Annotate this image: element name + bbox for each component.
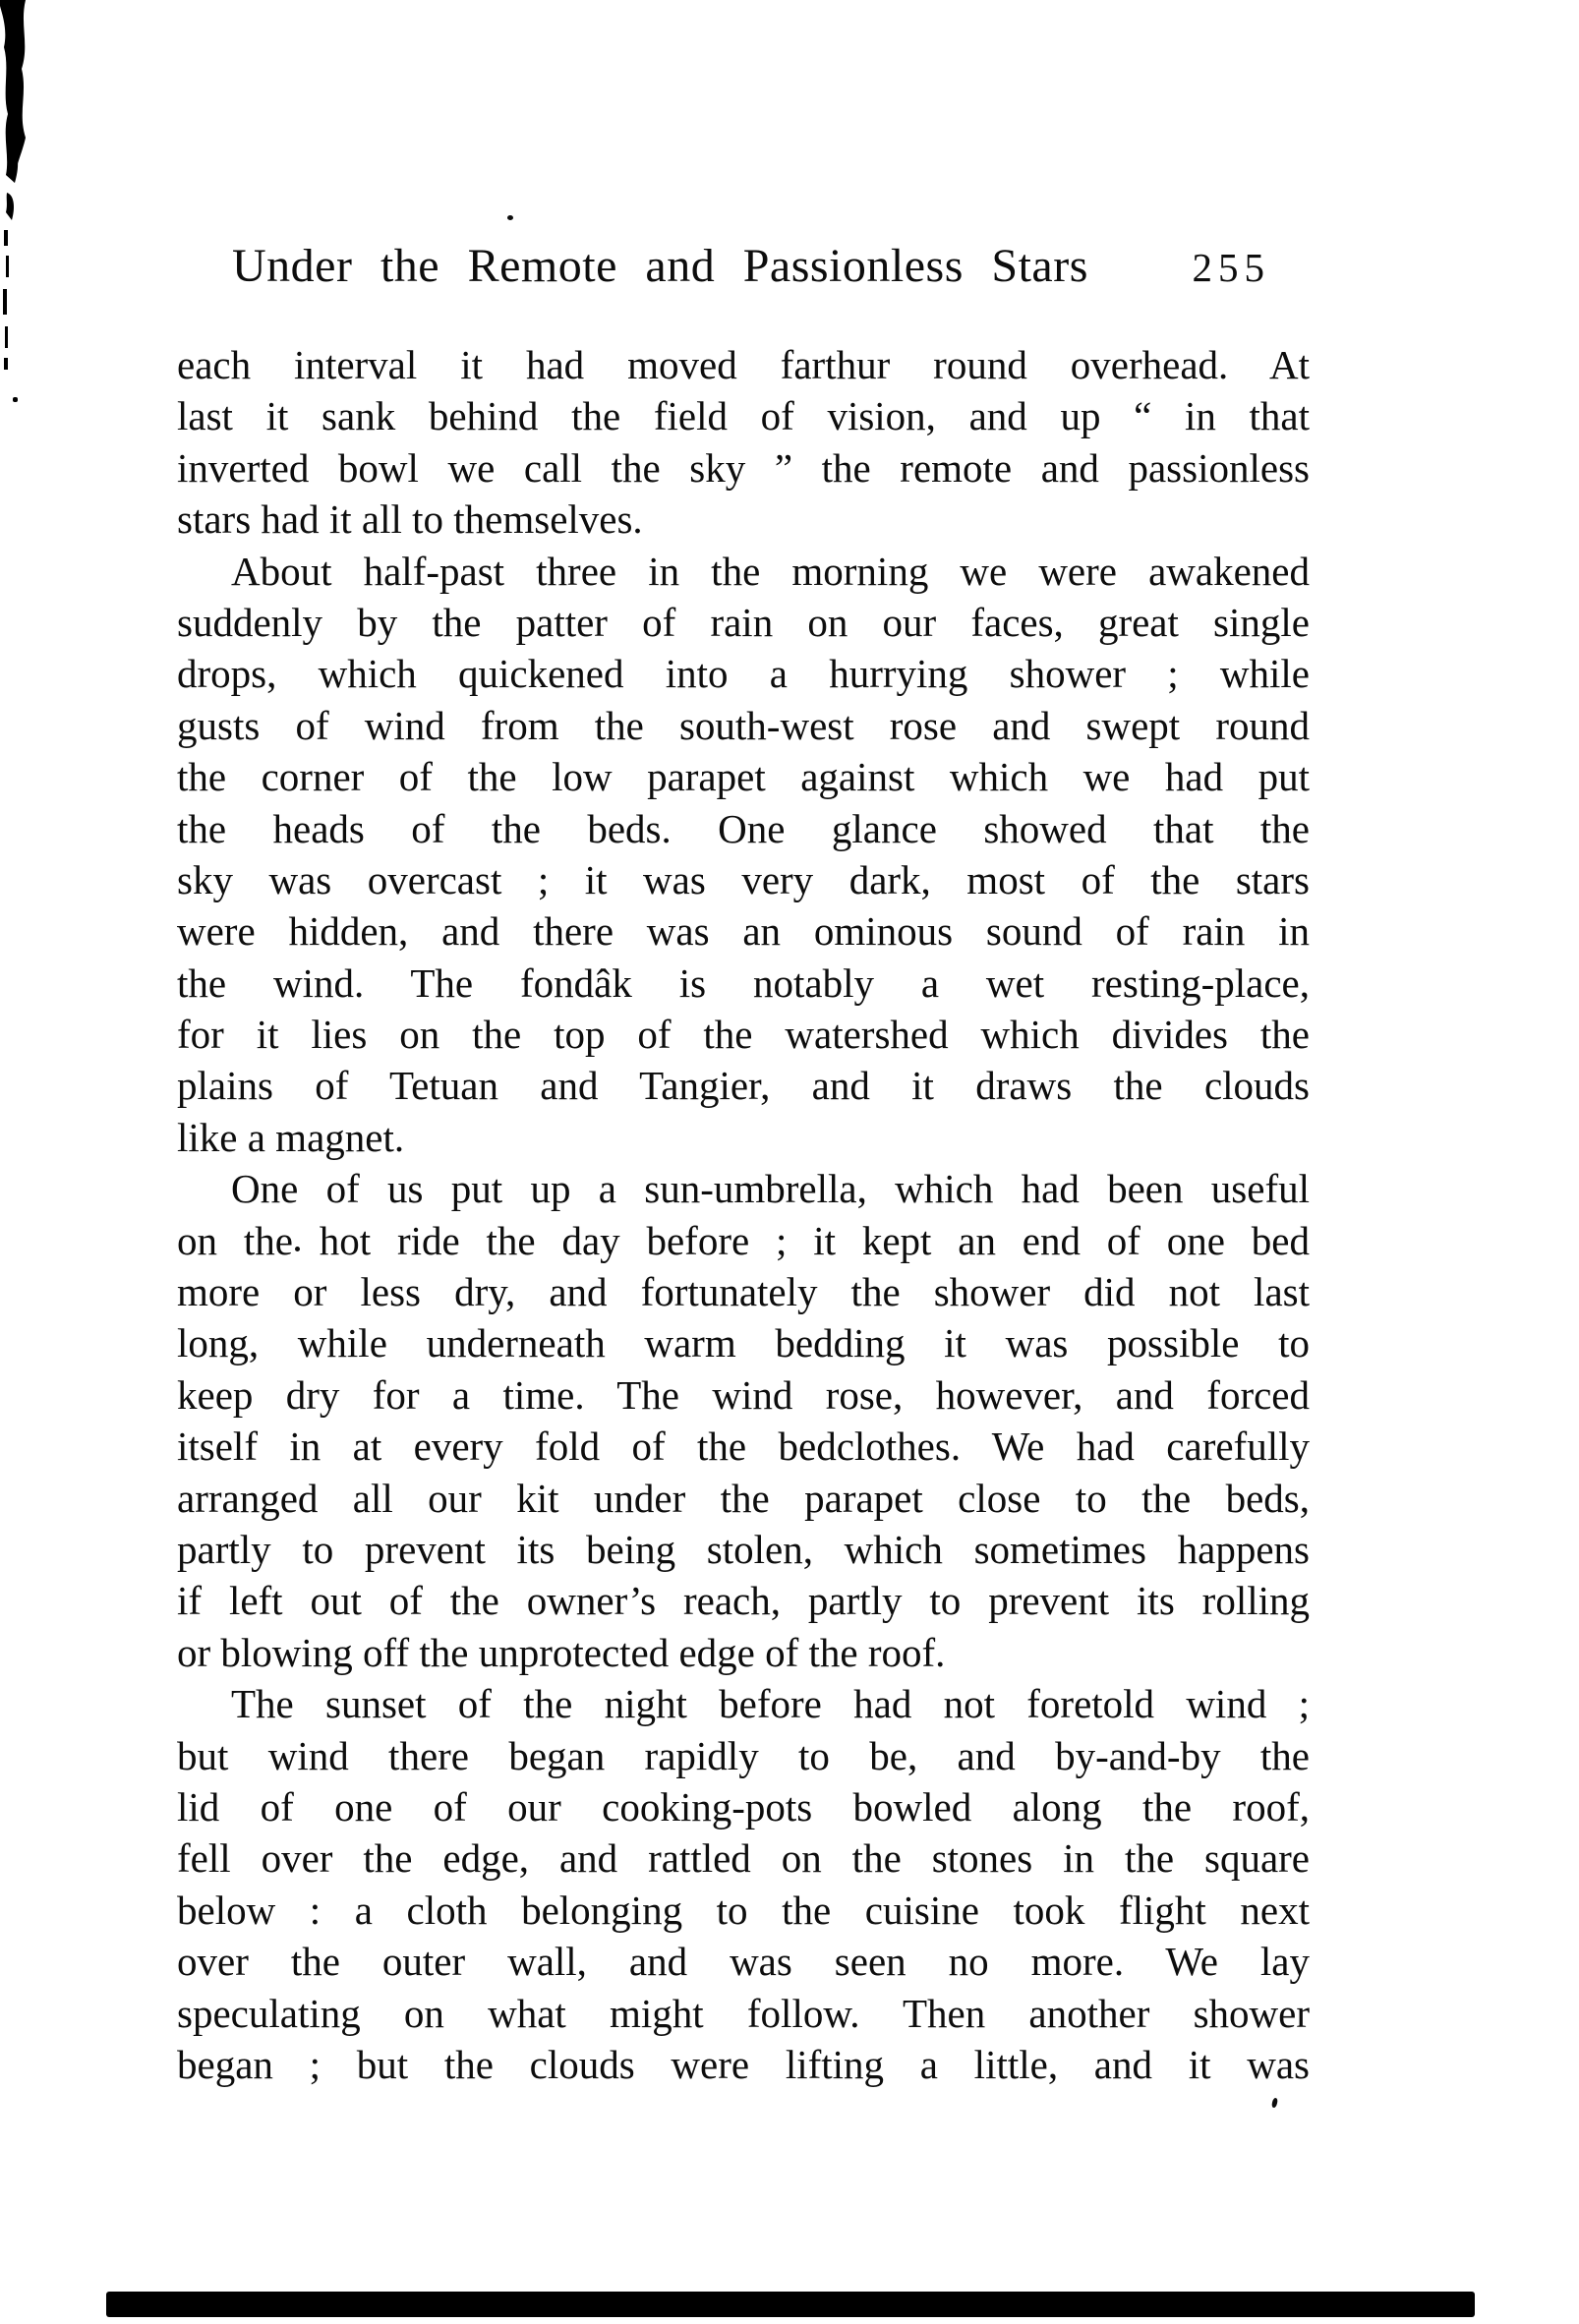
text-line: each interval it had moved farthur round overhead. At (177, 342, 1310, 387)
text-line: One of us put up a sun-umbrella, which had been useful (231, 1166, 1310, 1212)
page-number: 255 (1192, 245, 1270, 290)
text-line: last it sank behind the field of vision, and up “ in that (177, 393, 1310, 439)
text-line: for it lies on the top of the watershed which divides the (177, 1012, 1310, 1058)
page-header (177, 236, 1308, 297)
text-line: fell over the edge, and rattled on the stones in the square (177, 1835, 1310, 1882)
text-line: the wind. The fondâk is notably a wet resting-place, (177, 959, 1310, 1006)
text-line: drops, which quickened into a hurrying shower ; while (177, 651, 1310, 697)
text-line: but wind there began rapidly to be, and by-and-by the (177, 1732, 1310, 1778)
text-line: partly to prevent its being stolen, which sometimes happens (177, 1526, 1310, 1572)
text-line: itself in at every fold of the bedclothes. We had carefully (177, 1423, 1310, 1470)
text-line: keep dry for a time. The wind rose, however, and forced (177, 1371, 1310, 1418)
text-line: sky was overcast ; it was very dark, most of the stars (177, 856, 1310, 902)
text-line: or blowing off the unprotected edge of the roof. (177, 1629, 946, 1675)
text-line: over the outer wall, and was seen no more. We lay (177, 1939, 1310, 1985)
ink-speck (507, 215, 513, 220)
text-line: About half-past three in the morning we were awakened (231, 548, 1310, 594)
text-line: stars had it all to themselves. (177, 496, 643, 543)
text-line: more or less dry, and fortunately the shower did not last (177, 1269, 1310, 1315)
text-line: below : a cloth belonging to the cuisine took flight next (177, 1887, 1310, 1933)
text-line: plains of Tetuan and Tangier, and it draws the clouds (177, 1063, 1310, 1109)
text-line: like a magnet. (177, 1114, 405, 1160)
text-line: gusts of wind from the south-west rose and swept round (177, 702, 1310, 748)
text-line: inverted bowl we call the sky ” the remote and passionless (177, 444, 1310, 491)
text-line: The sunset of the night before had not foretold wind ; (231, 1681, 1310, 1727)
text-line: were hidden, and there was an ominous sound of rain in (177, 908, 1310, 955)
text-line: began ; but the clouds were lifting a little, and it was (177, 2041, 1310, 2087)
ink-speck (1271, 2098, 1278, 2109)
text-line: the heads of the beds. One glance showed that the (177, 805, 1310, 851)
text-line: lid of one of our cooking-pots bowled along the roof, (177, 1783, 1310, 1830)
body-text (177, 339, 1310, 2090)
text-line: long, while underneath warm bedding it was possible to (177, 1320, 1310, 1366)
text-line: suddenly by the patter of rain on our faces, great single (177, 599, 1310, 645)
text-line: if left out of the owner’s reach, partly to prevent its rolling (177, 1578, 1310, 1624)
running-title: Under the Remote and Passionless Stars (232, 240, 1088, 292)
text-line: arranged all our kit under the parapet close to the beds, (177, 1475, 1310, 1521)
scan-edge-bar (106, 2292, 1475, 2317)
binding-smudge-icon (0, 0, 59, 423)
text-line: the corner of the low parapet against which we had put (177, 754, 1310, 800)
text-line: on the hot ride the day before ; it kept an end of one bed (177, 1217, 1310, 1263)
text-line: speculating on what might follow. Then another shower (177, 1990, 1310, 2036)
